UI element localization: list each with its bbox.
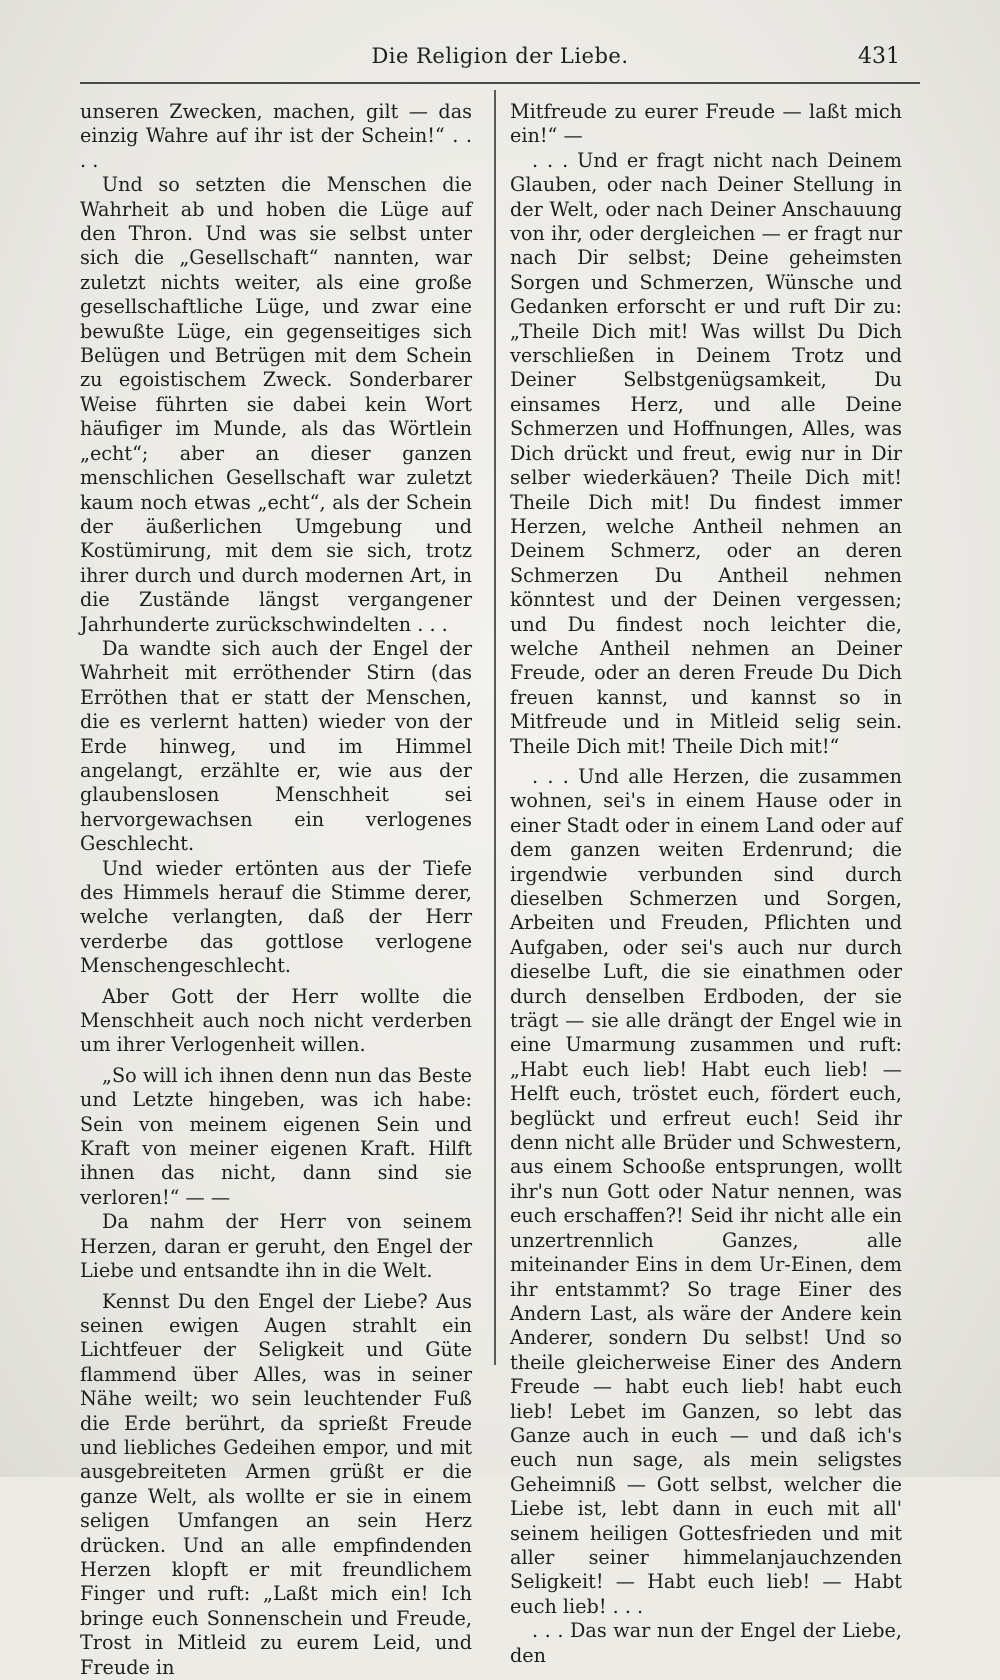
paragraph: . . . Und alle Herzen, die zusammen wohnen, sei's in einem Hause oder in einer Stadt oder in einem Land oder auf dem ganzen weiten Erdenrund; die irgendwie verbunden sind durch dieselben Schmerzen und Sorgen, Arbeiten und Freuden, Pflichten und Aufgaben, oder sei's auch nur durch dieselbe Luft, die sie einathmen oder durch denselben Erdboden, der sie trägt — sie alle drängt der Engel wie in eine Umarmung zusammen und ruft: „Habt euch lieb! Habt euch lieb! — Helft euch, tröstet euch, fördert euch, beglückt und erfreut euch! Seid ihr denn nicht alle Brüder und Schwestern, aus einem Schooße entsprungen, wollt ihr's nun Gott oder Natur nennen, was euch erschaffen?! Seid ihr nicht alle ein unzertrennlich Ganzes, alle miteinander Eins in dem Ur-Einen, dem ihr entstammt? So trage Einer des Andern Last, als wäre der Andere kein Anderer, sondern Du selbst! Und so theile gleicherweise Einer des Andern Freude — habt euch lieb! habt euch lieb! Lebet im Ganzen, so lebt das Ganze auch in euch — und daß ich's euch nun sage, als mein seligstes Geheimniß — Gott selbst, welcher die Liebe ist, lebt dann in euch mit all' seinem heiligen Gottesfrieden und mit aller seiner himmelanjauchzenden Seligkeit! — Habt euch lieb! — Habt euch lieb! . . . (510, 765, 902, 1619)
column-divider (494, 90, 496, 1365)
paragraph: Da wandte sich auch der Engel der Wahrheit mit erröthender Stirn (das Erröthen that er statt der Menschen, die es verlernt hatten) wieder von der Erde hinweg, und im Himmel angelangt, erzählte er, wie aus der glaubenslosen Menschheit sei hervorgewachsen ein verlogenes Geschlecht. (80, 637, 472, 857)
right-column (510, 100, 902, 1668)
page-number: 431 (858, 44, 900, 69)
paragraph: Kennst Du den Engel der Liebe? Aus seinen ewigen Augen strahlt ein Lichtfeuer der Seligkeit und Güte flammend über Alles, was in seiner Nähe weilt; wo sein leuchtender Fuß die Erde berührt, da sprießt Freude und liebliches Gedeihen empor, und mit ausgebreiteten Armen grüßt er die ganze Welt, als wollte er sie in einem seligen Umfangen an sein Herz drücken. Und an alle empfindenden Herzen klopft er mit freundlichem Finger und ruft: „Laßt mich ein! Ich bringe euch Sonnenschein und Freude, Trost in Mitleid zu eurem Leid, und Freude in (80, 1290, 472, 1680)
left-column (80, 100, 472, 1680)
paragraph: unseren Zwecken, machen, gilt — das einzig Wahre auf ihr ist der Schein!“ . . . . (80, 100, 472, 173)
paragraph: Und wieder ertönten aus der Tiefe des Himmels herauf die Stimme derer, welche verlangten, daß der Herr verderbe das gottlose verlogene Menschengeschlecht. (80, 857, 472, 979)
running-header: Die Religion der Liebe. (0, 44, 1000, 68)
paragraph: . . . Und er fragt nicht nach Deinem Glauben, oder nach Deiner Stellung in der Welt, oder nach Deiner Anschauung von ihr, oder dergleichen — er fragt nur nach Dir selbst; Deine geheimsten Sorgen und Schmerzen, Wünsche und Gedanken erforscht er und ruft Dir zu: „Theile Dich mit! Was willst Du Dich verschließen in Deinem Trotz und Deiner Selbstgenügsamkeit, Du einsames Herz, und alle Deine Schmerzen und Hoffnungen, Alles, was Dich drückt und freut, ewig nur in Dir selber wiederkäuen? Theile Dich mit! Theile Dich mit! Du findest immer Herzen, welche Antheil nehmen an Deinem Schmerz, oder an deren Schmerzen Du Antheil nehmen könntest und der Deinen vergessen; und Du findest noch leichter die, welche Antheil nehmen an Deiner Freude, oder an deren Freude Du Dich freuen kannst, und kannst so in Mitfreude und in Mitleid selig sein. Theile Dich mit! Theile Dich mit!“ (510, 149, 902, 759)
paragraph: Mitfreude zu eurer Freude — laßt mich ein!“ — (510, 100, 902, 149)
paragraph: „So will ich ihnen denn nun das Beste und Letzte hingeben, was ich habe: Sein von meinem eigenen Sein und Kraft von meiner eigenen Kraft. Hilft ihnen das nicht, dann sind sie verloren!“ — — (80, 1064, 472, 1210)
header-rule (80, 82, 920, 84)
paragraph: Und so setzten die Menschen die Wahrheit ab und hoben die Lüge auf den Thron. Und was sie selbst unter sich die „Gesellschaft“ nannten, war zuletzt nichts weiter, als eine große gesellschaftliche Lüge, und zwar eine bewußte Lüge, ein gegenseitiges sich Belügen und Betrügen mit dem Schein zu egoistischem Zweck. Sonderbarer Weise führten sie dabei kein Wort häufiger im Munde, als das Wörtlein „echt“; aber an dieser ganzen menschlichen Gesellschaft war zuletzt kaum noch etwas „echt“, als der Schein der äußerlichen Umgebung und Kostümirung, mit dem sie sich, trotz ihrer durch und durch modernen Art, in die Zustände längst vergangener Jahrhunderte zurückschwindelten . . . (80, 173, 472, 637)
paragraph: Aber Gott der Herr wollte die Menschheit auch noch nicht verderben um ihrer Verlogenheit willen. (80, 985, 472, 1058)
paragraph: . . . Das war nun der Engel der Liebe, den (510, 1619, 902, 1668)
paragraph: Da nahm der Herr von seinem Herzen, daran er geruht, den Engel der Liebe und entsandte ihn in die Welt. (80, 1210, 472, 1283)
